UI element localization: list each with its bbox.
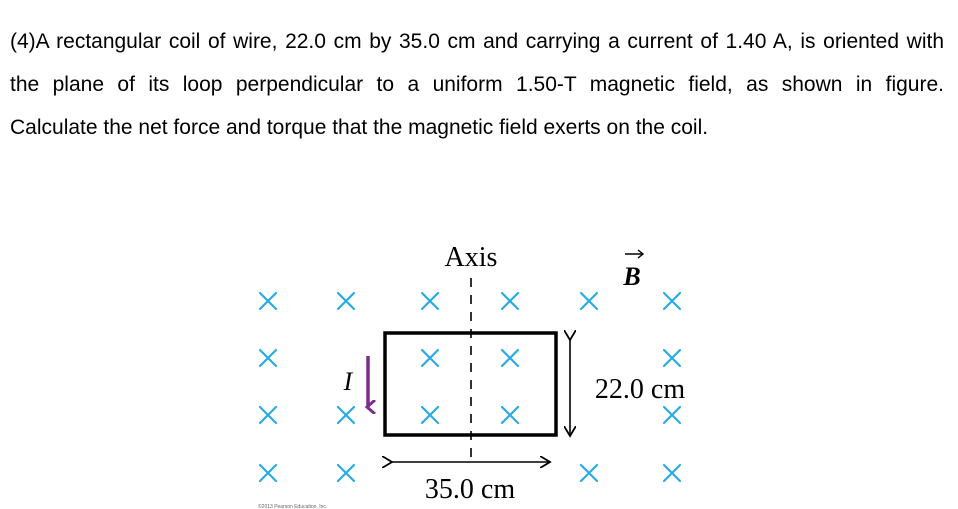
coil-rectangle (385, 333, 556, 435)
field-into-page-icon (338, 407, 354, 423)
field-into-page-icon (664, 350, 680, 366)
magnetic-field-markers (260, 293, 680, 481)
field-into-page-icon (581, 293, 597, 309)
copyright-text: ©2013 Pearson Education, Inc. (258, 504, 328, 509)
field-into-page-icon (260, 407, 276, 423)
field-into-page-icon (502, 350, 518, 366)
height-dimension (570, 340, 685, 436)
field-into-page-icon (422, 407, 438, 423)
field-into-page-icon (664, 293, 680, 309)
problem-line-3: Calculate the net force and torque that the magnetic field exerts on the coil. (10, 116, 709, 139)
magnetic-field-label (622, 250, 643, 291)
field-symbol: B (623, 262, 641, 291)
field-into-page-icon (260, 293, 276, 309)
field-into-page-icon (664, 465, 680, 481)
problem-statement (10, 20, 944, 149)
field-into-page-icon (502, 293, 518, 309)
problem-line-2: the plane of its loop perpendicular to a uniform 1.50-T magnetic field, as shown in figure. (10, 73, 944, 96)
vector-arrow-icon (625, 250, 643, 258)
field-into-page-icon (338, 465, 354, 481)
height-label: 22.0 cm (594, 374, 686, 405)
width-label: 35.0 cm (424, 474, 516, 505)
field-into-page-icon (260, 465, 276, 481)
problem-line-1: (4)A rectangular coil of wire, 22.0 cm by 35.0 cm and carrying a current of 1.40 A, is oriented with (10, 30, 944, 53)
field-into-page-icon (581, 465, 597, 481)
field-into-page-icon (502, 407, 518, 423)
width-dimension (392, 462, 550, 505)
field-into-page-icon (664, 407, 680, 423)
current-symbol: I (343, 367, 353, 396)
field-into-page-icon (422, 293, 438, 309)
field-into-page-icon (338, 293, 354, 309)
current-indicator (343, 356, 368, 407)
axis-label: Axis (444, 242, 498, 273)
field-into-page-icon (422, 350, 438, 366)
field-into-page-icon (260, 350, 276, 366)
